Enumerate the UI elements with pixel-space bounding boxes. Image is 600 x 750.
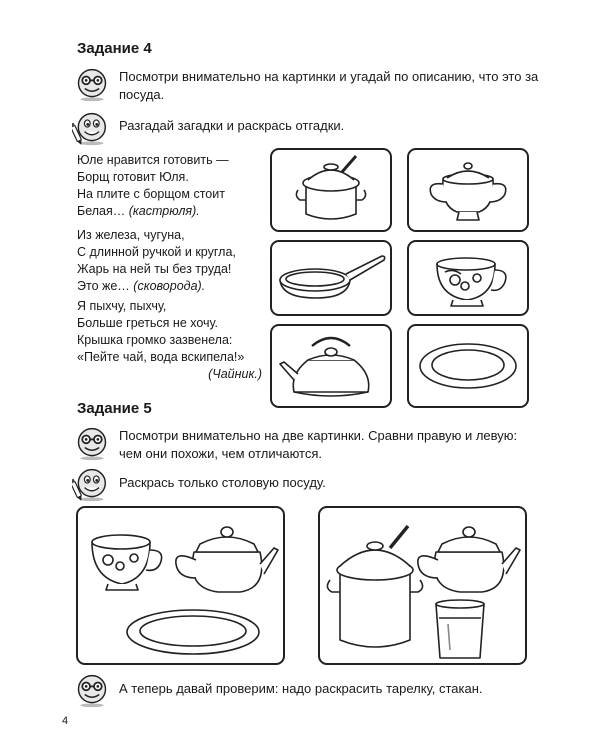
riddle-line: Я пыхчу, пыхчу,	[77, 299, 167, 313]
teapot-icon	[176, 527, 278, 592]
mascot-glasses-icon	[74, 672, 110, 708]
picture-teacup[interactable]	[407, 240, 529, 316]
riddle-line: «Пейте чай, вода вскипела!»	[77, 350, 245, 364]
riddle-3	[77, 298, 262, 383]
task5-heading: Задание 5	[77, 400, 152, 417]
picture-frying-pan[interactable]	[270, 240, 392, 316]
riddle-line: Белая…	[77, 204, 129, 218]
riddle-answer: (кастрюля).	[128, 204, 200, 218]
riddle-line: На плите с борщом стоит	[77, 187, 225, 201]
riddle-line: Это же…	[77, 279, 134, 293]
riddle-line: Крышка громко зазвенела:	[77, 333, 233, 347]
left-panel-picture	[78, 508, 283, 663]
riddle-line: С длинной ручкой и кругла,	[77, 245, 236, 259]
task4-instruction-riddles: Разгадай загадки и раскрась отгадки.	[119, 118, 345, 133]
teacup-icon	[409, 242, 527, 314]
task4-heading: Задание 4	[77, 40, 152, 57]
mascot-glasses-icon	[74, 425, 110, 461]
mascot-pencil-icon	[72, 466, 108, 502]
kettle-icon	[272, 326, 390, 406]
picture-sugar-bowl[interactable]	[407, 148, 529, 232]
right-panel[interactable]	[318, 506, 527, 665]
mascot-glasses-icon	[74, 66, 110, 102]
teapot-icon	[418, 527, 520, 592]
riddle-1	[77, 152, 262, 220]
task5-instruction-compare: Посмотри внимательно на две картинки. Сравни правую и левую: чем они похожи, чем отличаются.	[119, 428, 518, 461]
picture-pot[interactable]	[270, 148, 392, 232]
page-number: 4	[62, 715, 69, 727]
riddle-line: Больше греться не хочу.	[77, 316, 219, 330]
plate-icon	[127, 610, 259, 654]
left-panel[interactable]	[76, 506, 285, 665]
riddle-2	[77, 227, 262, 295]
task5-instruction-color: Раскрась только столовую посуду.	[119, 475, 326, 490]
riddle-line: Из железа, чугуна,	[77, 228, 185, 242]
pot-icon	[327, 526, 422, 647]
task4-instruction-look: Посмотри внимательно на картинки и угадай по описанию, что это за посуда.	[119, 69, 539, 102]
teacup-icon	[92, 535, 162, 590]
glass-icon	[436, 600, 484, 658]
right-panel-picture	[320, 508, 525, 663]
picture-kettle[interactable]	[270, 324, 392, 408]
pot-icon	[272, 150, 390, 230]
task5-check-answer: А теперь давай проверим: надо раскрасить тарелку, стакан.	[119, 681, 483, 696]
picture-plate[interactable]	[407, 324, 529, 408]
riddle-line: Жарь на ней ты без труда!	[77, 262, 232, 276]
frying-pan-icon	[272, 242, 390, 314]
plate-icon	[409, 326, 527, 406]
riddle-line: Юле нравится готовить —	[77, 153, 229, 167]
mascot-pencil-icon	[72, 110, 108, 146]
sugar-bowl-icon	[409, 150, 527, 230]
riddle-line: Борщ готовит Юля.	[77, 170, 189, 184]
riddle-answer: (Чайник.)	[208, 367, 262, 381]
riddle-answer: (сковорода).	[133, 279, 206, 293]
